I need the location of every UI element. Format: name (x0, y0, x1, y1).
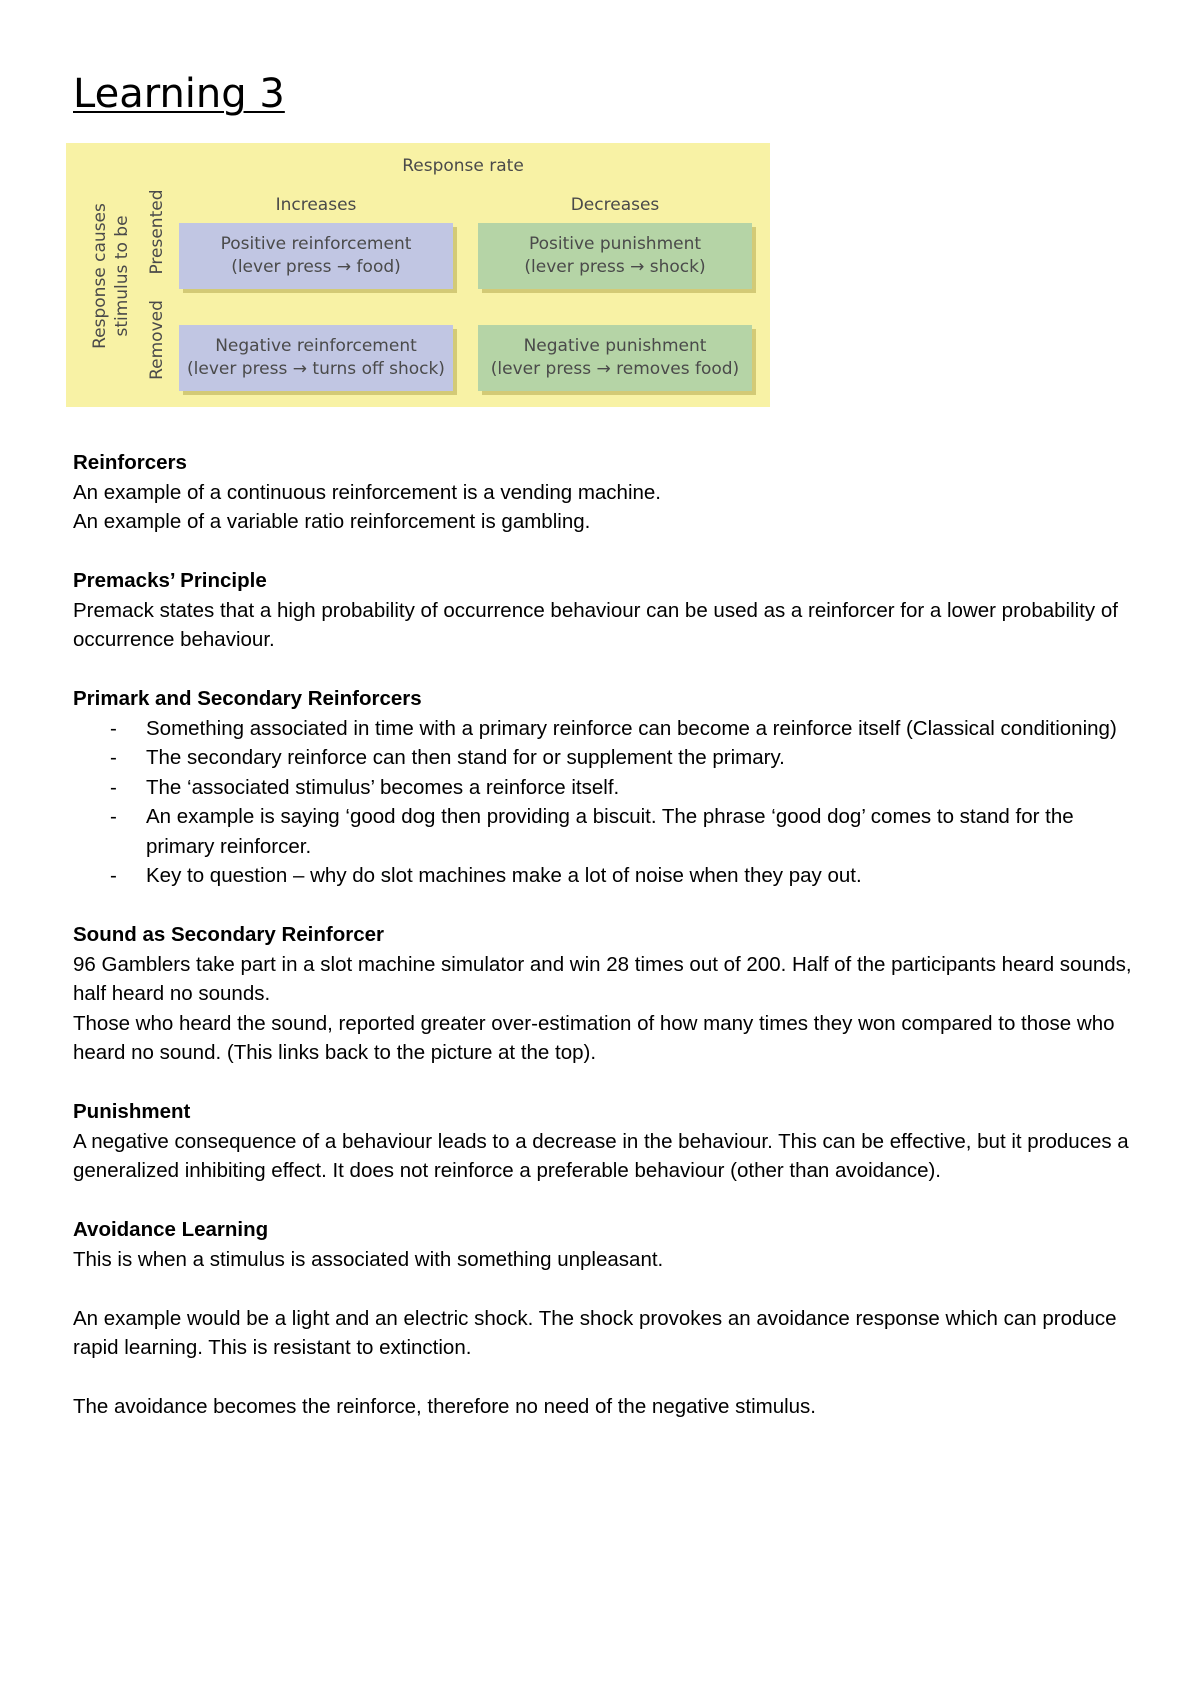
list-item: - Something associated in time with a primary reinforce can become a reinforce itself (Classical conditioning) (73, 714, 1133, 744)
section-heading: Reinforcers (73, 451, 187, 474)
diagram-column-increases: Increases (275, 195, 357, 215)
bullet-list (73, 714, 1133, 891)
section-primary-secondary-reinforcers (73, 684, 1133, 891)
paragraph-gap (73, 1363, 1133, 1393)
section-heading: Avoidance Learning (73, 1218, 269, 1241)
diagram-row-axis-label (89, 176, 139, 376)
paragraph-gap (73, 1274, 1133, 1304)
paragraph: Those who heard the sound, reported greater over-estimation of how many times they won compared to those who heard no sound. (This links back to the picture at the top). (73, 1011, 1115, 1064)
paragraph: This is when a stimulus is associated with something unpleasant. (73, 1247, 664, 1271)
cell-positive-reinforcement (179, 223, 453, 289)
paragraph: An example would be a light and an electric shock. The shock provokes an avoidance response which can produce rapid learning. This is resistant to extinction. (73, 1306, 1117, 1359)
list-item: - Key to question – why do slot machines make a lot of noise when they pay out. (73, 861, 1133, 891)
paragraph: An example of a variable ratio reinforcement is gambling. (73, 510, 591, 533)
cell-negative-reinforcement (179, 325, 453, 391)
section-heading: Primark and Secondary Reinforcers (73, 687, 422, 710)
cell-example: (lever press → removes food) (490, 359, 740, 379)
section-heading: Premacks’ Principle (73, 569, 267, 592)
cell-negative-punishment (478, 325, 752, 391)
section-reinforcers (73, 448, 1133, 537)
cell-title: Positive reinforcement (220, 234, 412, 254)
paragraph: The avoidance becomes the reinforce, therefore no need of the negative stimulus. (73, 1395, 817, 1418)
paragraph: Premack states that a high probability of occurrence behaviour can be used as a reinforcer for a lower probability of occurrence behaviour. (73, 598, 1118, 651)
list-item: - An example is saying ‘good dog then providing a biscuit. The phrase ‘good dog’ comes to stand for the primary reinforcer. (73, 802, 1133, 861)
paragraph: An example of a continuous reinforcement is a vending machine. (73, 480, 662, 504)
section-avoidance-learning (73, 1215, 1133, 1422)
list-item: - The ‘associated stimulus’ becomes a reinforce itself. (73, 773, 1133, 803)
cell-example: (lever press → turns off shock) (187, 359, 445, 379)
cell-positive-punishment (478, 223, 752, 289)
diagram-header-response-rate: Response rate (402, 156, 524, 176)
cell-example: (lever press → food) (231, 257, 401, 277)
reinforcement-punishment-diagram (66, 143, 770, 407)
diagram-row-removed: Removed (147, 300, 167, 380)
list-item: - The secondary reinforce can then stand for or supplement the primary. (73, 743, 1133, 773)
section-sound-secondary-reinforcer (73, 920, 1133, 1068)
paragraph: 96 Gamblers take part in a slot machine simulator and win 28 times out of 200. Half of the participants heard sounds, half heard no sounds. (73, 952, 1132, 1005)
cell-title: Negative punishment (523, 336, 707, 356)
cell-example: (lever press → shock) (524, 257, 706, 277)
section-punishment (73, 1097, 1133, 1186)
section-heading: Punishment (73, 1100, 191, 1123)
section-heading: Sound as Secondary Reinforcer (73, 923, 385, 946)
cell-title: Negative reinforcement (215, 336, 417, 356)
row-axis-line-1: Response causes (90, 203, 110, 349)
diagram-column-decreases: Decreases (570, 195, 660, 215)
page-title: Learning 3 (73, 71, 285, 117)
row-axis-line-2: stimulus to be (112, 215, 132, 337)
diagram-row-presented: Presented (147, 189, 167, 275)
document-body (73, 448, 1133, 1451)
paragraph: A negative consequence of a behaviour leads to a decrease in the behaviour. This can be effective, but it produces a generalized inhibiting effect. It does not reinforce a preferable behaviour (other than avoidance). (73, 1129, 1129, 1182)
cell-title: Positive punishment (528, 234, 702, 254)
section-premack (73, 566, 1133, 655)
